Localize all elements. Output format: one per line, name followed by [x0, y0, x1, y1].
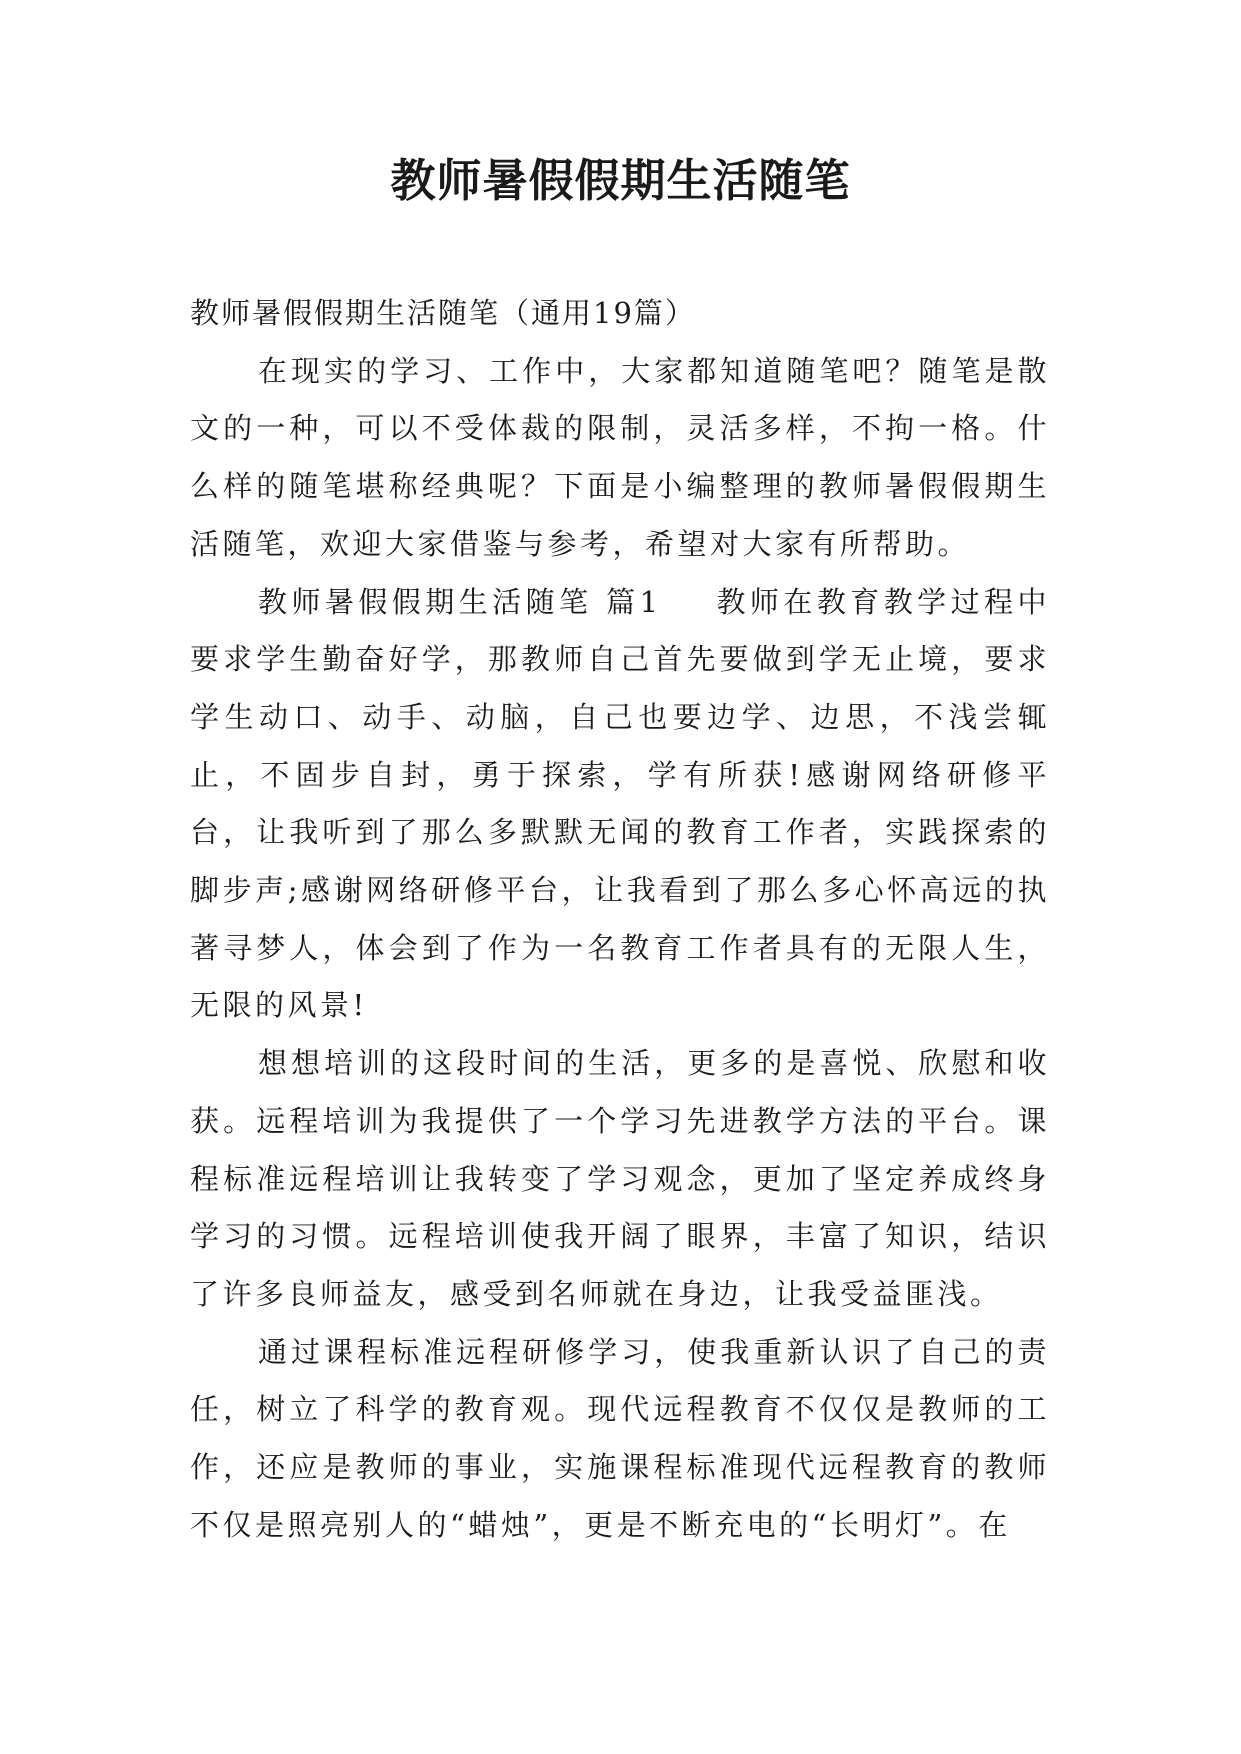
section-1-paragraph	[190, 574, 1050, 1036]
paragraph-text: 教师在教育教学过程中要求学生勤奋好学，那教师自己首先要做到学无止境，要求学生动口、动手、动脑，自己也要边学、边思，不浅尝辄止，不固步自封，勇于探索，学有所获!感谢网络研修平台，让我听到了那么多默默无闻的教育工作者，实践探索的脚步声;感谢网络研修平台，让我看到了那么多心怀高远的执著寻梦人，体会到了作为一名教育工作者具有的无限人生，无限的风景!	[190, 584, 1050, 1023]
intro-paragraph: 在现实的学习、工作中，大家都知道随笔吧？随笔是散文的一种，可以不受体裁的限制，灵活多样，不拘一格。什么样的随笔堪称经典呢？下面是小编整理的教师暑假假期生活随笔，欢迎大家借鉴与参考，希望对大家有所帮助。	[190, 353, 1050, 561]
body-paragraph: 想想培训的这段时间的生活，更多的是喜悦、欣慰和收获。远程培训为我提供了一个学习先进教学方法的平台。课程标准远程培训让我转变了学习观念，更加了坚定养成终身学习的习惯。远程培训使我开阔了眼界，丰富了知识，结识了许多良师益友，感受到名师就在身边，让我受益匪浅。	[190, 1046, 1050, 1311]
document-body	[190, 285, 1050, 1554]
body-paragraph: 通过课程标准远程研修学习，使我重新认识了自己的责任，树立了科学的教育观。现代远程教育不仅仅是教师的工作，还应是教师的事业，实施课程标准现代远程教育的教师不仅是照亮别人的“蜡烛”，更是不断充电的“长明灯”。在	[190, 1334, 1050, 1542]
document-subtitle: 教师暑假假期生活随笔（通用19篇）	[190, 296, 696, 330]
section-heading: 教师暑假假期生活随笔 篇1	[258, 584, 662, 619]
document-title: 教师暑假假期生活随笔	[390, 154, 851, 207]
